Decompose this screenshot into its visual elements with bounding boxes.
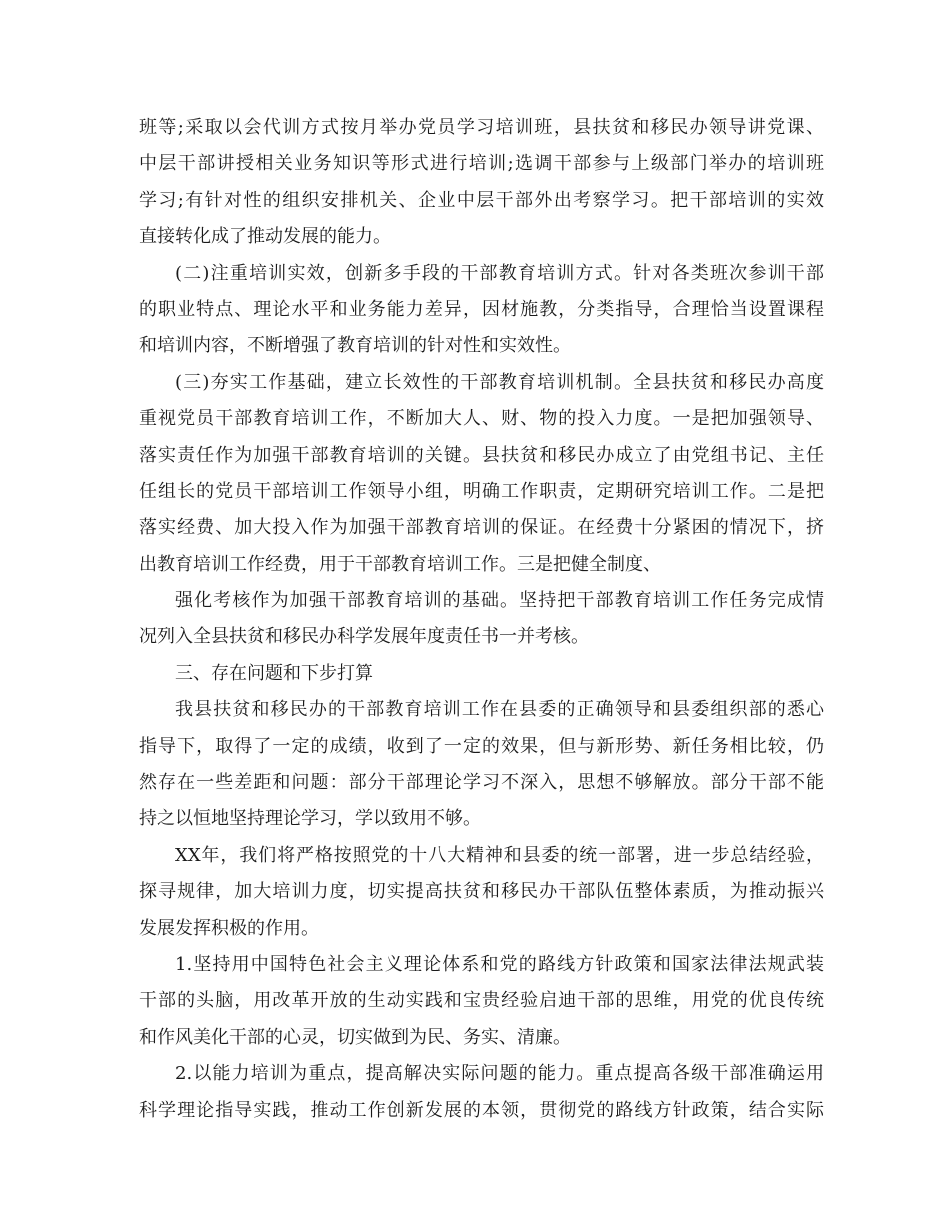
text-line: 我县扶贫和移民办的干部教育培训工作在县委的正确领导和县委组织部的悉心 bbox=[175, 699, 824, 721]
text-line: XX年，我们将严格按照党的十八大精神和县委的统一部署，进一步总结经验， bbox=[175, 844, 824, 866]
text-line: 强化考核作为加强干部教育培训的基础。坚持把干部教育培训工作任务完成情 bbox=[175, 590, 824, 612]
text-line: 和培训内容，不断增强了教育培训的针对性和实效性。 bbox=[139, 335, 571, 357]
text-line: 探寻规律，加大培训力度，切实提高扶贫和移民办干部队伍整体素质，为推动振兴 bbox=[139, 881, 824, 903]
text-line: 况列入全县扶贫和移民办科学发展年度责任书一并考核。 bbox=[139, 626, 589, 648]
text-line: 出教育培训工作经费，用于干部教育培训工作。三是把健全制度、 bbox=[139, 553, 661, 575]
text-line: 指导下，取得了一定的成绩，收到了一定的效果，但与新形势、新任务相比较，仍 bbox=[139, 735, 824, 757]
text-line: 1.坚持用中国特色社会主义理论体系和党的路线方针政策和国家法律法规武装 bbox=[175, 953, 824, 975]
text-line: 的职业特点、理论水平和业务能力差异，因材施教，分类指导，合理恰当设置课程 bbox=[139, 298, 824, 320]
text-line: 班等;采取以会代训方式按月举办党员学习培训班，县扶贫和移民办领导讲党课、 bbox=[139, 117, 824, 138]
text-line: 发展发挥积极的作用。 bbox=[139, 917, 319, 939]
text-line: 学习;有针对性的组织安排机关、企业中层干部外出考察学习。把干部培训的实效 bbox=[139, 189, 824, 211]
text-line: 然存在一些差距和问题：部分干部理论学习不深入，思想不够解放。部分干部不能 bbox=[139, 772, 824, 794]
text-line: 落实责任作为加强干部教育培训的关键。县扶贫和移民办成立了由党组书记、主任 bbox=[139, 444, 824, 466]
text-line: 落实经费、加大投入作为加强干部教育培训的保证。在经费十分紧困的情况下，挤 bbox=[139, 517, 824, 539]
text-line: 科学理论指导实践，推动工作创新发展的本领，贯彻党的路线方针政策，结合实际 bbox=[139, 1099, 824, 1121]
text-line: 重视党员干部教育培训工作，不断加大人、财、物的投入力度。一是把加强领导、 bbox=[139, 408, 824, 430]
text-line: 中层干部讲授相关业务知识等形式进行培训;选调干部参与上级部门举办的培训班 bbox=[139, 153, 824, 175]
text-line: 和作风美化干部的心灵，切实做到为民、务实、清廉。 bbox=[139, 1026, 571, 1048]
text-line: (三)夯实工作基础，建立长效性的干部教育培训机制。全县扶贫和移民办高度 bbox=[175, 371, 824, 393]
text-line: 持之以恒地坚持理论学习，学以致用不够。 bbox=[139, 808, 481, 830]
text-line: 三、存在问题和下步打算 bbox=[175, 662, 373, 684]
document-body bbox=[139, 110, 824, 1129]
text-line: 直接转化成了推动发展的能力。 bbox=[139, 226, 391, 248]
text-line: 干部的头脑，用改革开放的生动实践和宝贵经验启迪干部的思维，用党的优良传统 bbox=[139, 990, 824, 1012]
text-line: 2.以能力培训为重点，提高解决实际问题的能力。重点提高各级干部准确运用 bbox=[175, 1063, 824, 1085]
text-line: 任组长的党员干部培训工作领导小组，明确工作职责，定期研究培训工作。二是把 bbox=[139, 480, 824, 502]
text-line: (二)注重培训实效，创新多手段的干部教育培训方式。针对各类班次参训干部 bbox=[175, 262, 824, 284]
